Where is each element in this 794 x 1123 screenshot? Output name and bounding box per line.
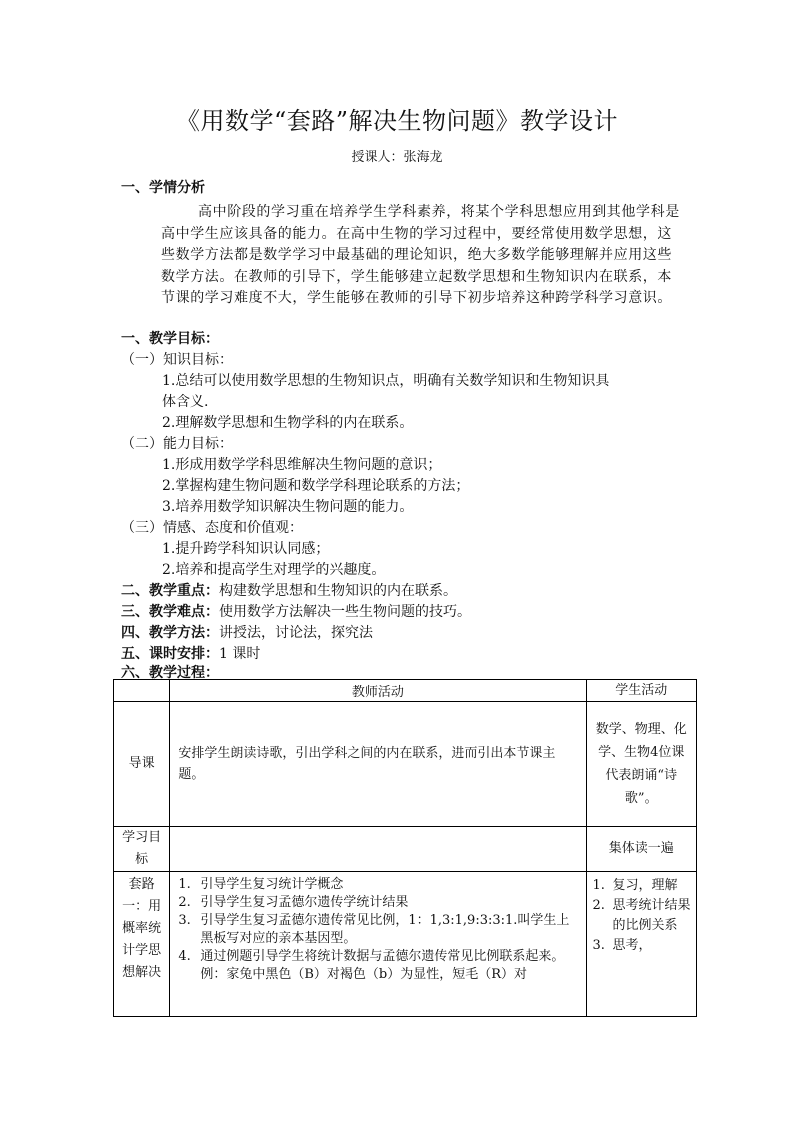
goal-item: 2.掌握构建生物问题和数学学科理论联系的方法； xyxy=(162,478,470,494)
section-difficulties xyxy=(121,601,471,621)
goal-item: 1.总结可以使用数学思想的生物知识点，明确有关数学知识和生物知识具 xyxy=(162,373,610,389)
key-points-label: 二、教学重点： xyxy=(121,583,219,599)
student-step-item xyxy=(593,876,694,896)
list-item-number: 2. xyxy=(178,895,191,910)
list-item-text: 引导学生复习统计学概念 xyxy=(200,877,344,892)
table-header-teacher: 教师活动 xyxy=(170,680,586,702)
table-row xyxy=(114,872,697,1017)
section-key-points xyxy=(121,580,457,600)
list-item-text: 引导学生复习孟德尔遗传学统计结果 xyxy=(200,895,409,910)
table-header-row xyxy=(114,680,697,702)
table-header-student: 学生活动 xyxy=(586,680,696,702)
section-heading-process: 六、教学过程： xyxy=(121,665,219,681)
row-student-intro: 数学、物理、化学、生物4位课代表朗诵“诗歌”。 xyxy=(586,702,696,827)
teaching-process-table xyxy=(113,679,697,1017)
goal-item: 体含义. xyxy=(162,394,209,410)
difficulties-label: 三、教学难点： xyxy=(121,604,219,620)
row-student-goals: 集体读一遍 xyxy=(586,827,696,872)
student-step-list xyxy=(587,872,696,956)
page-title: 《用数学“套路”解决生物问题》教学设计 xyxy=(175,107,619,135)
goal-item: 1.形成用数学学科思维解决生物问题的意识； xyxy=(162,457,442,473)
list-item-text: 思考统计结果的比例关系 xyxy=(612,898,691,933)
list-item-number: 3. xyxy=(592,938,605,953)
section-heading-analysis: 一、学情分析 xyxy=(121,180,205,196)
schedule-text: 1 课时 xyxy=(219,646,261,662)
student-step-item xyxy=(593,936,694,956)
row-label-intro: 导课 xyxy=(114,702,170,827)
goal-group-knowledge: （一）知识目标： xyxy=(121,352,233,368)
row-teacher-routine-one xyxy=(170,872,586,1017)
author-line: 授课人：张海龙 xyxy=(351,150,443,165)
list-item-number: 2. xyxy=(592,898,605,913)
teacher-step-item xyxy=(178,966,579,984)
methods-label: 四、教学方法： xyxy=(121,625,219,641)
table-header-empty xyxy=(114,680,170,702)
goal-item: 2.理解数学思想和生物学科的内在联系。 xyxy=(162,415,414,431)
list-item-text: 例：家兔中黑色（B）对褐色（b）为显性，短毛（R）对 xyxy=(200,967,527,982)
section-heading-goals: 一、教学目标： xyxy=(121,331,219,347)
list-item-number: 4. xyxy=(178,949,191,964)
list-item-text: 通过例题引导学生将统计数据与孟德尔遗传常见比例联系起来。 xyxy=(200,949,565,964)
list-item-text: 引导学生复习孟德尔遗传常见比例，1：1,3:1,9:3:3:1.叫学生上黑板写对应的亲本基因型。 xyxy=(200,913,570,946)
methods-text: 讲授法，讨论法，探究法 xyxy=(219,625,373,641)
table-row xyxy=(114,702,697,827)
goal-item: 1.提升跨学科知识认同感； xyxy=(162,541,330,557)
teacher-step-list xyxy=(170,872,585,984)
key-points-text: 构建数学思想和生物知识的内在联系。 xyxy=(219,583,457,599)
analysis-paragraph: 高中阶段的学习重在培养学生学科素养，将某个学科思想应用到其他学科是高中学生应该具备的能力。在高中生物的学习过程中，要经常使用数学思想，这些数学方法都是数学学习中最基础的理论知识，绝大多数学能够理解并应用这些数学方法。在教师的引导下，学生能够建立起数学思想和生物知识内在联系，本节课的学习难度不大，学生能够在教师的引导下初步培养这种跨学科学习意识。 xyxy=(161,204,680,306)
list-item-text: 思考， xyxy=(612,938,652,953)
goal-group-attitude: （三）情感、态度和价值观： xyxy=(121,520,303,536)
list-item-number: 3. xyxy=(178,913,191,928)
difficulties-text: 使用数学方法解决一些生物问题的技巧。 xyxy=(219,604,471,620)
schedule-label: 五、课时安排： xyxy=(121,646,219,662)
row-student-routine-one xyxy=(586,872,696,1017)
row-label-routine-one: 套路一：用概率统计学思想解决 xyxy=(114,872,170,1017)
table-row xyxy=(114,827,697,872)
teacher-step-item xyxy=(178,894,579,912)
teacher-step-item xyxy=(178,948,579,966)
list-item-number: 1. xyxy=(178,877,191,892)
teacher-step-item xyxy=(178,912,579,948)
goal-group-ability: （二）能力目标： xyxy=(121,436,233,452)
goal-item: 3.培养用数学知识解决生物问题的能力。 xyxy=(162,499,414,515)
teacher-step-item xyxy=(178,876,579,894)
section-schedule xyxy=(121,643,260,663)
list-item-text: 复习，理解 xyxy=(612,878,678,893)
goal-item: 2.培养和提高学生对理学的兴趣度。 xyxy=(162,562,386,578)
section-methods xyxy=(121,622,373,642)
student-step-item xyxy=(593,896,694,936)
list-item-number: 1. xyxy=(592,878,605,893)
row-label-goals: 学习目标 xyxy=(114,827,170,872)
row-teacher-goals xyxy=(170,827,586,872)
row-teacher-intro: 安排学生朗读诗歌，引出学科之间的内在联系，进而引出本节课主题。 xyxy=(170,702,586,827)
